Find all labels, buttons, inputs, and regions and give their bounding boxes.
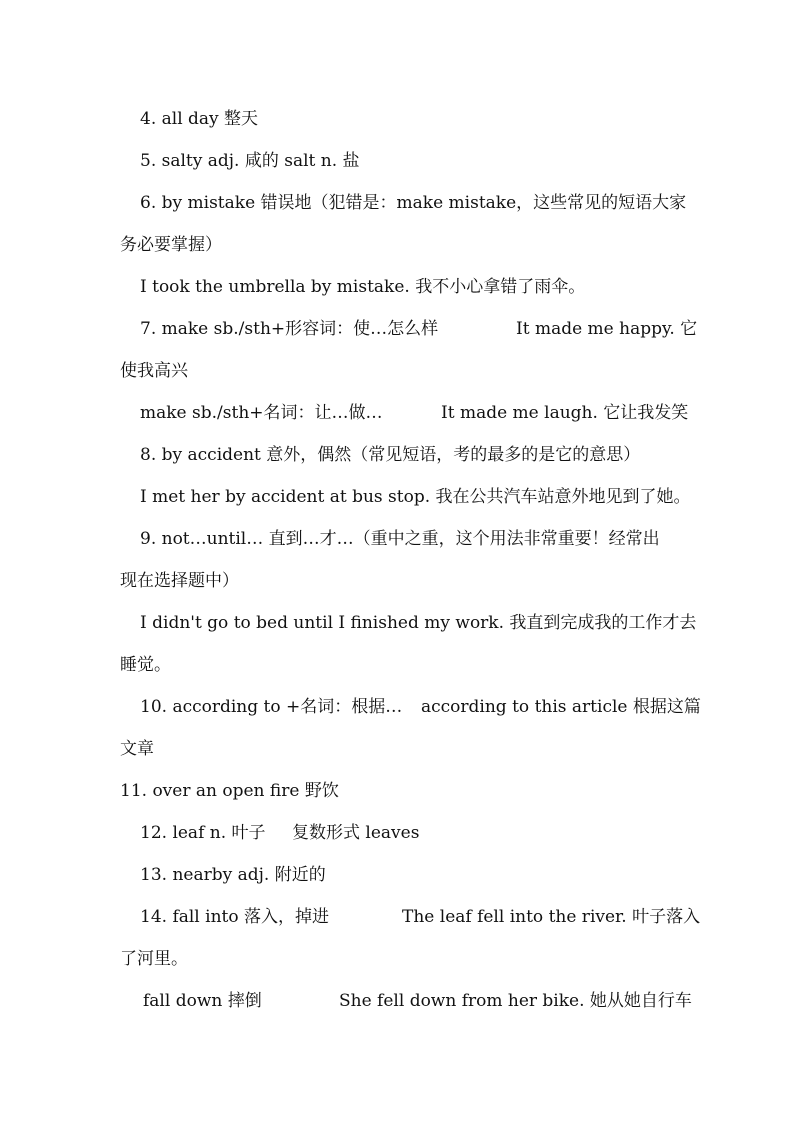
example-until-cont: 睡觉。	[120, 655, 171, 675]
example-happy: It made me happy. 它	[516, 319, 698, 339]
example-bike: She fell down from her bike. 她从她自行车	[339, 991, 692, 1011]
line-item-6-cont: 务必要掌握）	[120, 235, 222, 255]
line-item-12: 12. leaf n. 叶子	[140, 823, 266, 843]
line-item-8: 8. by accident 意外，偶然（常见短语，考的最多的是它的意思）	[140, 445, 641, 465]
line-item-6: 6. by mistake 错误地（犯错是：make mistake，这些常见的短语大家	[140, 193, 687, 213]
line-item-12-plural: 复数形式 leaves	[292, 823, 420, 843]
example-accident: I met her by accident at bus stop. 我在公共汽车站意外地见到了她。	[140, 487, 691, 507]
example-leaf: The leaf fell into the river. 叶子落入	[402, 907, 701, 927]
example-according: according to this article 根据这篇	[421, 697, 701, 717]
example-umbrella: I took the umbrella by mistake. 我不小心拿错了雨伞。	[140, 277, 586, 297]
line-item-4: 4. all day 整天	[140, 109, 259, 129]
line-item-9-cont: 现在选择题中）	[120, 571, 239, 591]
example-laugh: It made me laugh. 它让我发笑	[441, 403, 689, 423]
example-according-cont: 文章	[120, 739, 154, 759]
line-item-14b: fall down 摔倒	[143, 991, 262, 1011]
example-happy-cont: 使我高兴	[120, 361, 188, 381]
example-leaf-cont: 了河里。	[120, 949, 188, 969]
line-item-9: 9. not…until… 直到…才…（重中之重，这个用法非常重要！经常出	[140, 529, 660, 549]
line-item-5: 5. salty adj. 咸的 salt n. 盐	[140, 151, 360, 171]
line-item-7: 7. make sb./sth+形容词：使…怎么样	[140, 319, 439, 339]
line-item-11: 11. over an open fire 野饮	[120, 781, 339, 801]
line-item-7b: make sb./sth+名词：让…做…	[140, 403, 383, 423]
line-item-13: 13. nearby adj. 附近的	[140, 865, 326, 885]
example-until: I didn't go to bed until I finished my work. 我直到完成我的工作才去	[140, 613, 697, 633]
line-item-10: 10. according to +名词：根据…	[140, 697, 403, 717]
line-item-14: 14. fall into 落入，掉进	[140, 907, 330, 927]
